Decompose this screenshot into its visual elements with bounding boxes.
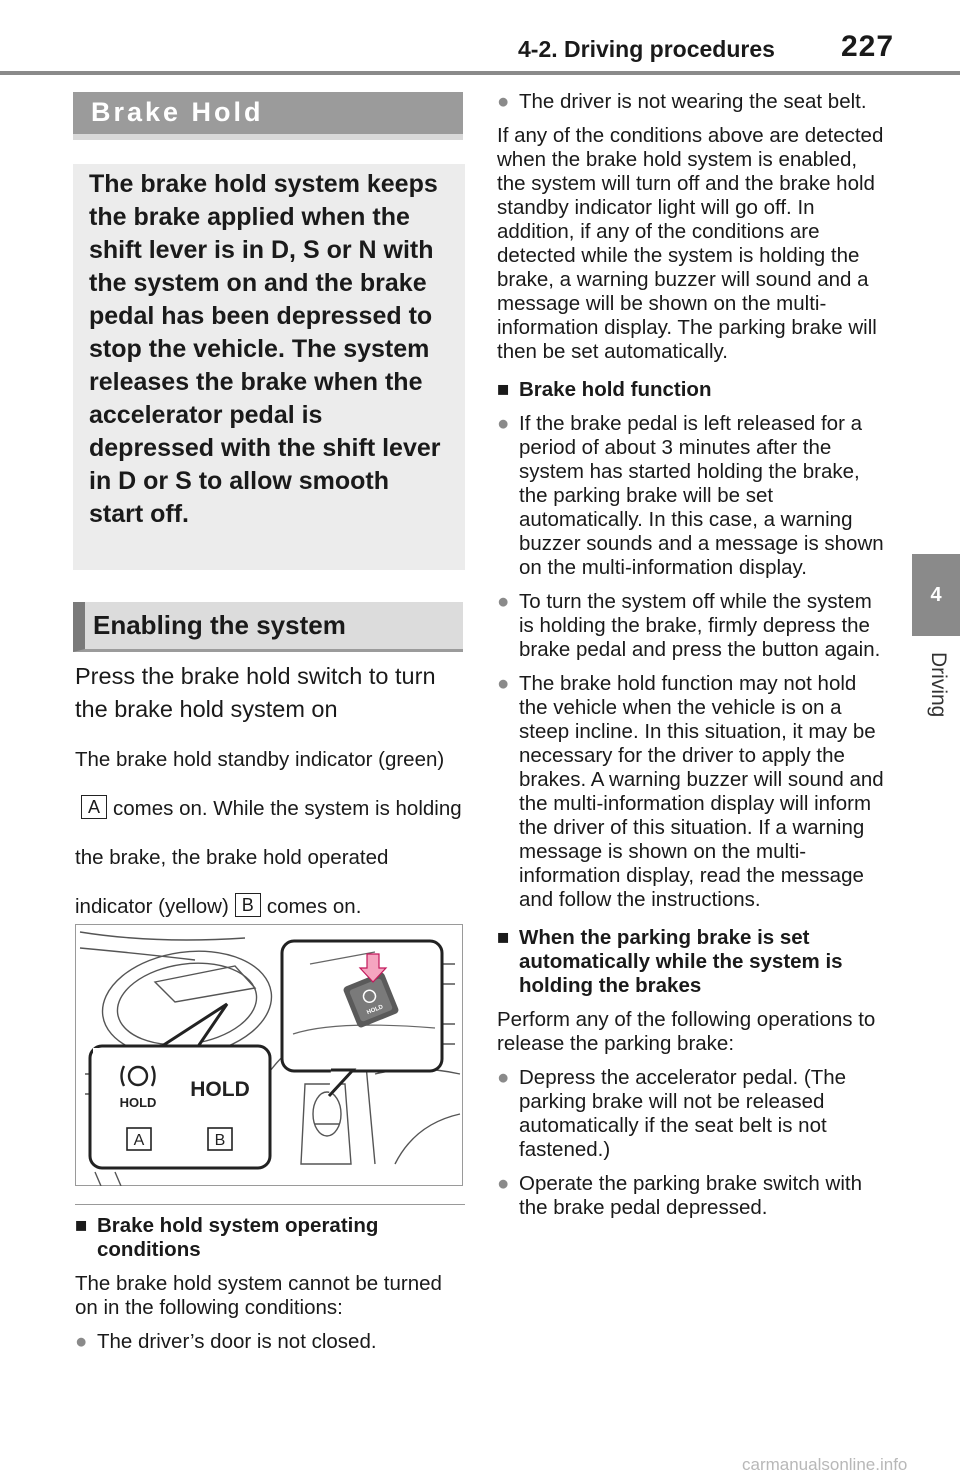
callout-key-b: B xyxy=(235,893,261,917)
list-item: ● Depress the accelerator pedal. (The parking brake will not be released automatically if the seat belt is not fastened.) xyxy=(497,1066,847,1161)
list-item: ● The driver is not wearing the seat belt. xyxy=(497,90,867,113)
figure-callout-b: B xyxy=(214,1132,226,1149)
operating-conditions-intro: The brake hold system cannot be turned on in the following conditions: xyxy=(75,1272,442,1319)
header-rule xyxy=(0,71,960,75)
parking-brake-auto-intro: Perform any of the following operations to release the parking brake: xyxy=(497,1008,876,1055)
brake-hold-heading: Brake Hold xyxy=(73,92,463,140)
list-item: ● The driver’s door is not closed. xyxy=(75,1330,377,1353)
hold-operated-indicator-label: HOLD xyxy=(190,1078,250,1101)
list-item: ● To turn the system off while the system is holding the brake, firmly depress the brake pedal and press the button again. xyxy=(497,590,881,661)
dashboard-illustration xyxy=(75,924,463,1186)
enabling-text-3: comes on. xyxy=(266,895,362,918)
list-item: ● Operate the parking brake switch with the brake pedal depressed. xyxy=(497,1172,862,1219)
parking-brake-auto-heading: ■ When the parking brake is set automatically while the system is holding the brakes xyxy=(497,926,843,997)
operating-conditions-after: If any of the conditions above are detected when the brake hold system is enabled, the system will turn off and the brake hold standby indicator light will go off. In addition, if any of the conditions are detected while the system is holding the brake, a warning buzzer will sound and a message will be shown on the multi-information display. The parking brake will then be set automatically. xyxy=(497,124,884,363)
chapter-tab: 4 xyxy=(912,554,960,636)
list-item: ● If the brake pedal is left released for a period of about 3 minutes after the system has started holding the brake, the parking brake will be set automatically. In this case, a warning buzzer sounds and a message is shown on the multi-information display. xyxy=(497,412,884,579)
enabling-text-2: comes on. While the system is holding the brake, the brake hold operated indicator (yellow) xyxy=(75,797,462,918)
enabling-description xyxy=(75,735,465,931)
list-item: ● The brake hold function may not hold the vehicle when the vehicle is on a steep incline. In this situation, it may be necessary for the driver to apply the brakes. A warning buzzer will sound and the multi-information display will inform the driver of this situation. If a warning message is shown on the multi-information display, read the message and follow the instructions. xyxy=(497,672,884,911)
enabling-step: Press the brake hold switch to turn the brake hold system on xyxy=(75,663,436,722)
operating-conditions-block xyxy=(75,1214,465,1364)
brake-hold-summary: The brake hold system keeps the brake applied when the shift lever is in D, S or N with the system on and the brake pedal has been depressed to stop the vehicle. The system releases the brake when the accelerator pedal is depressed with the shift lever in D or S to allow smooth start off. xyxy=(73,164,465,570)
enabling-heading: Enabling the system xyxy=(73,602,463,652)
right-column xyxy=(497,90,887,1230)
operating-conditions-heading: ■ Brake hold system operating conditions xyxy=(75,1214,379,1261)
figure-callout-a: A xyxy=(133,1132,145,1149)
chapter-label: Driving xyxy=(927,652,950,718)
switch-label: HOLD xyxy=(366,1004,385,1017)
callout-key-a: A xyxy=(81,795,107,819)
indicator-label: HOLD xyxy=(119,1095,157,1110)
brake-hold-function-heading: ■ Brake hold function xyxy=(497,378,712,401)
page-number: 227 xyxy=(841,30,895,63)
enabling-text-1: The brake hold standby indicator (green) xyxy=(75,748,445,771)
section-title: 4-2. Driving procedures xyxy=(518,36,775,62)
watermark: carmanualsonline.info xyxy=(742,1455,908,1474)
figure-divider xyxy=(75,1204,465,1205)
